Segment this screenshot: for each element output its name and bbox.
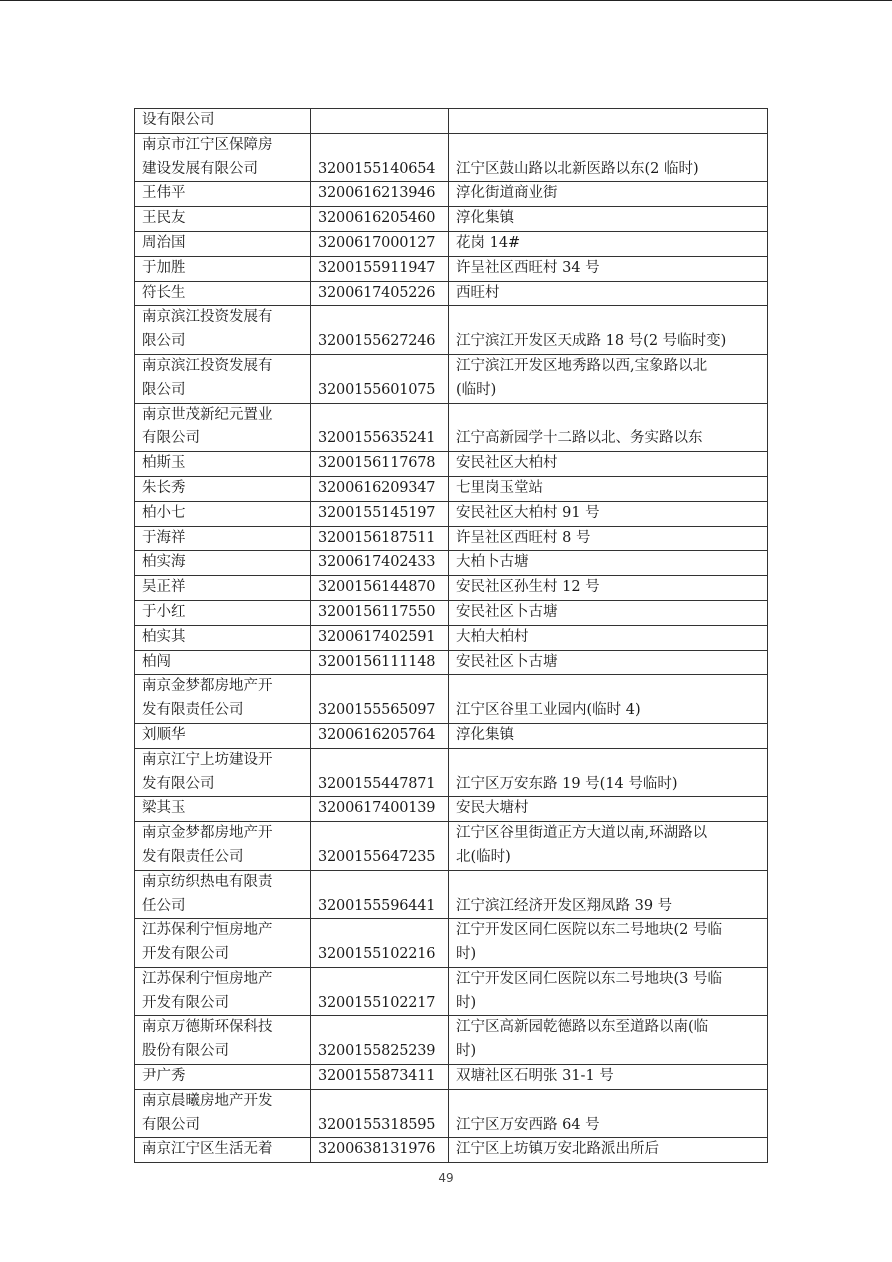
id-cell: 3200155102216 [311, 919, 449, 968]
table-row [135, 967, 768, 1016]
name-cell: 于海祥 [135, 526, 311, 551]
name-cell: 南京市江宁区保障房 建设发展有限公司 [135, 133, 311, 182]
address-cell: 安民社区卜古塘 [449, 600, 768, 625]
id-cell: 3200155911947 [311, 256, 449, 281]
name-cell: 柏实其 [135, 625, 311, 650]
id-cell: 3200156187511 [311, 526, 449, 551]
id-cell: 3200155140654 [311, 133, 449, 182]
address-cell: 安民社区大柏村 [449, 452, 768, 477]
id-cell: 3200617402591 [311, 625, 449, 650]
address-cell: 安民社区大柏村 91 号 [449, 501, 768, 526]
name-cell: 吴正祥 [135, 576, 311, 601]
id-cell: 3200155635241 [311, 403, 449, 452]
address-cell: 江宁区谷里街道正方大道以南,环湖路以 北(临时) [449, 822, 768, 871]
table-row [135, 452, 768, 477]
id-cell: 3200155447871 [311, 748, 449, 797]
name-cell: 江苏保利宁恒房地产 开发有限公司 [135, 967, 311, 1016]
table-row [135, 281, 768, 306]
id-cell: 3200155565097 [311, 675, 449, 724]
id-cell: 3200155102217 [311, 967, 449, 1016]
table-row [135, 476, 768, 501]
table-row [135, 600, 768, 625]
table-row [135, 870, 768, 919]
table-row [135, 133, 768, 182]
name-cell: 柏实海 [135, 551, 311, 576]
table-row [135, 748, 768, 797]
table-row [135, 797, 768, 822]
address-cell: 江宁开发区同仁医院以东二号地块(3 号临 时) [449, 967, 768, 1016]
records-table [134, 108, 768, 1163]
name-cell: 南京滨江投资发展有 限公司 [135, 354, 311, 403]
name-cell: 周治国 [135, 231, 311, 256]
name-cell: 南京滨江投资发展有 限公司 [135, 306, 311, 355]
id-cell [311, 109, 449, 134]
address-cell: 许呈社区西旺村 8 号 [449, 526, 768, 551]
id-cell: 3200155596441 [311, 870, 449, 919]
name-cell: 于加胜 [135, 256, 311, 281]
id-cell: 3200156111148 [311, 650, 449, 675]
table-row [135, 501, 768, 526]
name-cell: 江苏保利宁恒房地产 开发有限公司 [135, 919, 311, 968]
table-row [135, 526, 768, 551]
name-cell: 尹广秀 [135, 1065, 311, 1090]
address-cell: 江宁区万安西路 64 号 [449, 1089, 768, 1138]
table-row [135, 675, 768, 724]
address-cell: 淳化街道商业街 [449, 182, 768, 207]
address-cell [449, 109, 768, 134]
id-cell: 3200155873411 [311, 1065, 449, 1090]
address-cell: 江宁滨江开发区地秀路以西,宝象路以北 (临时) [449, 354, 768, 403]
address-cell: 江宁高新园学十二路以北、务实路以东 [449, 403, 768, 452]
name-cell: 南京世茂新纪元置业 有限公司 [135, 403, 311, 452]
address-cell: 双塘社区石明张 31-1 号 [449, 1065, 768, 1090]
id-cell: 3200616205460 [311, 207, 449, 232]
id-cell: 3200155601075 [311, 354, 449, 403]
id-cell: 3200155647235 [311, 822, 449, 871]
address-cell: 淳化集镇 [449, 207, 768, 232]
table-row [135, 1089, 768, 1138]
id-cell: 3200617405226 [311, 281, 449, 306]
id-cell: 3200638131976 [311, 1138, 449, 1163]
table-row [135, 576, 768, 601]
name-cell: 南京江宁上坊建设开 发有限公司 [135, 748, 311, 797]
address-cell: 西旺村 [449, 281, 768, 306]
address-cell: 江宁区高新园乾德路以东至道路以南(临 时) [449, 1016, 768, 1065]
table-row [135, 207, 768, 232]
table-row [135, 182, 768, 207]
address-cell: 七里岗玉堂站 [449, 476, 768, 501]
id-cell: 3200155627246 [311, 306, 449, 355]
id-cell: 3200156117550 [311, 600, 449, 625]
name-cell: 朱长秀 [135, 476, 311, 501]
id-cell: 3200156144870 [311, 576, 449, 601]
table-row [135, 551, 768, 576]
name-cell: 梁其玉 [135, 797, 311, 822]
table-row [135, 256, 768, 281]
table-row [135, 650, 768, 675]
name-cell: 南京江宁区生活无着 [135, 1138, 311, 1163]
table-row [135, 723, 768, 748]
id-cell: 3200617000127 [311, 231, 449, 256]
address-cell: 安民社区孙生村 12 号 [449, 576, 768, 601]
address-cell: 江宁滨江经济开发区翔凤路 39 号 [449, 870, 768, 919]
id-cell: 3200617402433 [311, 551, 449, 576]
address-cell: 安民大塘村 [449, 797, 768, 822]
name-cell: 王伟平 [135, 182, 311, 207]
name-cell: 南京万德斯环保科技 股份有限公司 [135, 1016, 311, 1065]
name-cell: 王民友 [135, 207, 311, 232]
name-cell: 南京晨曦房地产开发 有限公司 [135, 1089, 311, 1138]
id-cell: 3200617400139 [311, 797, 449, 822]
address-cell: 江宁区谷里工业园内(临时 4) [449, 675, 768, 724]
address-cell: 江宁滨江开发区天成路 18 号(2 号临时变) [449, 306, 768, 355]
address-cell: 大柏卜古塘 [449, 551, 768, 576]
address-cell: 江宁区万安东路 19 号(14 号临时) [449, 748, 768, 797]
name-cell: 南京纺织热电有限责 任公司 [135, 870, 311, 919]
table-row [135, 306, 768, 355]
id-cell: 3200155318595 [311, 1089, 449, 1138]
id-cell: 3200616205764 [311, 723, 449, 748]
address-cell: 淳化集镇 [449, 723, 768, 748]
table-row [135, 625, 768, 650]
id-cell: 3200155145197 [311, 501, 449, 526]
name-cell: 于小红 [135, 600, 311, 625]
name-cell: 柏小七 [135, 501, 311, 526]
table-row [135, 1065, 768, 1090]
address-cell: 江宁开发区同仁医院以东二号地块(2 号临 时) [449, 919, 768, 968]
table-row [135, 109, 768, 134]
name-cell: 符长生 [135, 281, 311, 306]
top-rule [0, 0, 892, 1]
table-row [135, 822, 768, 871]
page-number: 49 [438, 1171, 454, 1185]
id-cell: 3200156117678 [311, 452, 449, 477]
table-row [135, 919, 768, 968]
table-row [135, 1138, 768, 1163]
name-cell: 南京金梦都房地产开 发有限责任公司 [135, 822, 311, 871]
name-cell: 柏斯玉 [135, 452, 311, 477]
address-cell: 许呈社区西旺村 34 号 [449, 256, 768, 281]
id-cell: 3200616209347 [311, 476, 449, 501]
table-row [135, 403, 768, 452]
address-cell: 花岗 14# [449, 231, 768, 256]
table-row [135, 354, 768, 403]
table-row [135, 231, 768, 256]
table-row [135, 1016, 768, 1065]
name-cell: 南京金梦都房地产开 发有限责任公司 [135, 675, 311, 724]
name-cell: 设有限公司 [135, 109, 311, 134]
address-cell: 安民社区卜古塘 [449, 650, 768, 675]
id-cell: 3200155825239 [311, 1016, 449, 1065]
id-cell: 3200616213946 [311, 182, 449, 207]
address-cell: 江宁区鼓山路以北新医路以东(2 临时) [449, 133, 768, 182]
address-cell: 大柏大柏村 [449, 625, 768, 650]
name-cell: 柏闯 [135, 650, 311, 675]
name-cell: 刘顺华 [135, 723, 311, 748]
address-cell: 江宁区上坊镇万安北路派出所后 [449, 1138, 768, 1163]
records-table-body [135, 109, 768, 1163]
